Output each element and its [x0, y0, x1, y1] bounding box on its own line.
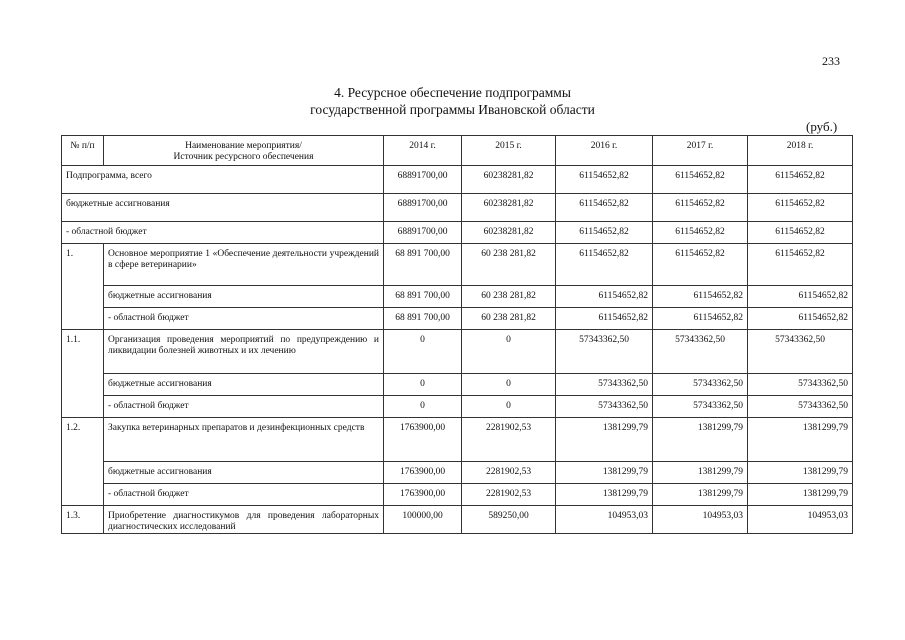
value-2016: 61154652,82: [556, 308, 653, 330]
table-row: [62, 194, 853, 222]
value-2015: 2281902,53: [462, 462, 556, 484]
header-name-line-1: Наименование мероприятия/: [185, 141, 302, 151]
table-row: [62, 166, 853, 194]
value-2014: 1763900,00: [384, 484, 462, 506]
value-2016: 61154652,82: [556, 166, 653, 194]
page-number: 233: [822, 54, 840, 68]
row-name: - областной бюджет: [104, 484, 384, 506]
header-num: № п/п: [62, 136, 104, 166]
value-2016: 61154652,82: [556, 244, 653, 286]
value-2017: 57343362,50: [653, 374, 748, 396]
table-row: [62, 330, 853, 374]
row-name: - областной бюджет: [104, 396, 384, 418]
table-row: [62, 462, 853, 484]
value-2015: 60238281,82: [462, 166, 556, 194]
row-number: 1.2.: [62, 418, 104, 506]
value-2014: 1763900,00: [384, 418, 462, 462]
row-name: Приобретение диагностикумов для проведения лабораторных диагностических исследований: [104, 506, 384, 534]
value-2018: 1381299,79: [748, 462, 853, 484]
value-2017: 1381299,79: [653, 418, 748, 462]
value-2015: 60 238 281,82: [462, 244, 556, 286]
row-name: Закупка ветеринарных препаратов и дезинфекционных средств: [104, 418, 384, 462]
value-2015: 60 238 281,82: [462, 308, 556, 330]
row-name: бюджетные ассигнования: [62, 194, 384, 222]
table-row: [62, 484, 853, 506]
value-2015: 0: [462, 330, 556, 374]
value-2015: 60238281,82: [462, 194, 556, 222]
value-2016: 1381299,79: [556, 484, 653, 506]
value-2017: 1381299,79: [653, 462, 748, 484]
value-2016: 1381299,79: [556, 418, 653, 462]
value-2014: 68 891 700,00: [384, 244, 462, 286]
header-2018: 2018 г.: [748, 136, 853, 166]
value-2014: 68 891 700,00: [384, 308, 462, 330]
value-2016: 104953,03: [556, 506, 653, 534]
value-2018: 61154652,82: [748, 308, 853, 330]
value-2015: 60238281,82: [462, 222, 556, 244]
value-2016: 57343362,50: [556, 374, 653, 396]
header-name: [104, 136, 384, 166]
value-2016: 61154652,82: [556, 222, 653, 244]
header-2016: 2016 г.: [556, 136, 653, 166]
value-2018: 57343362,50: [748, 330, 853, 374]
table-row: [62, 396, 853, 418]
value-2014: 1763900,00: [384, 462, 462, 484]
value-2014: 68891700,00: [384, 222, 462, 244]
row-name: - областной бюджет: [62, 222, 384, 244]
value-2015: 60 238 281,82: [462, 286, 556, 308]
row-name: Организация проведения мероприятий по предупреждению и ликвидации болезней животных и их лечению: [104, 330, 384, 374]
document-title: [0, 84, 905, 118]
value-2018: 61154652,82: [748, 222, 853, 244]
table-row: [62, 374, 853, 396]
row-number: 1.3.: [62, 506, 104, 534]
value-2015: 2281902,53: [462, 418, 556, 462]
value-2016: 57343362,50: [556, 330, 653, 374]
table-row: [62, 418, 853, 462]
value-2015: 589250,00: [462, 506, 556, 534]
value-2014: 0: [384, 374, 462, 396]
value-2014: 68 891 700,00: [384, 286, 462, 308]
resource-table: [61, 135, 853, 534]
value-2018: 61154652,82: [748, 194, 853, 222]
value-2014: 100000,00: [384, 506, 462, 534]
value-2017: 57343362,50: [653, 330, 748, 374]
title-line-2: государственной программы Ивановской области: [310, 102, 595, 117]
header-2014: 2014 г.: [384, 136, 462, 166]
value-2017: 61154652,82: [653, 308, 748, 330]
row-name: - областной бюджет: [104, 308, 384, 330]
value-2018: 61154652,82: [748, 166, 853, 194]
value-2016: 1381299,79: [556, 462, 653, 484]
header-2017: 2017 г.: [653, 136, 748, 166]
value-2015: 0: [462, 396, 556, 418]
value-2015: 2281902,53: [462, 484, 556, 506]
table-row: [62, 222, 853, 244]
header-name-line-2: Источник ресурсного обеспечения: [173, 152, 314, 162]
value-2014: 0: [384, 396, 462, 418]
value-2017: 1381299,79: [653, 484, 748, 506]
value-2017: 61154652,82: [653, 166, 748, 194]
table-row: [62, 286, 853, 308]
value-2018: 104953,03: [748, 506, 853, 534]
value-2016: 61154652,82: [556, 194, 653, 222]
value-2016: 61154652,82: [556, 286, 653, 308]
value-2014: 0: [384, 330, 462, 374]
value-2018: 57343362,50: [748, 374, 853, 396]
value-2017: 61154652,82: [653, 286, 748, 308]
value-2015: 0: [462, 374, 556, 396]
value-2014: 68891700,00: [384, 194, 462, 222]
header-row: [62, 136, 853, 166]
row-name: бюджетные ассигнования: [104, 462, 384, 484]
value-2018: 61154652,82: [748, 244, 853, 286]
value-2017: 57343362,50: [653, 396, 748, 418]
table-body: [62, 166, 853, 534]
row-name: бюджетные ассигнования: [104, 374, 384, 396]
value-2016: 57343362,50: [556, 396, 653, 418]
row-name: Основное мероприятие 1 «Обеспечение деятельности учреждений в сфере ветеринарии»: [104, 244, 384, 286]
table-row: [62, 244, 853, 286]
value-2017: 61154652,82: [653, 194, 748, 222]
title-line-1: 4. Ресурсное обеспечение подпрограммы: [334, 85, 571, 100]
value-2018: 57343362,50: [748, 396, 853, 418]
row-number: 1.1.: [62, 330, 104, 418]
value-2017: 61154652,82: [653, 222, 748, 244]
table-row: [62, 506, 853, 534]
row-name: бюджетные ассигнования: [104, 286, 384, 308]
row-name: Подпрограмма, всего: [62, 166, 384, 194]
value-2018: 1381299,79: [748, 418, 853, 462]
row-number: 1.: [62, 244, 104, 330]
value-2018: 1381299,79: [748, 484, 853, 506]
value-2018: 61154652,82: [748, 286, 853, 308]
units-label: (руб.): [806, 119, 838, 134]
value-2017: 104953,03: [653, 506, 748, 534]
table-row: [62, 308, 853, 330]
header-2015: 2015 г.: [462, 136, 556, 166]
value-2014: 68891700,00: [384, 166, 462, 194]
value-2017: 61154652,82: [653, 244, 748, 286]
